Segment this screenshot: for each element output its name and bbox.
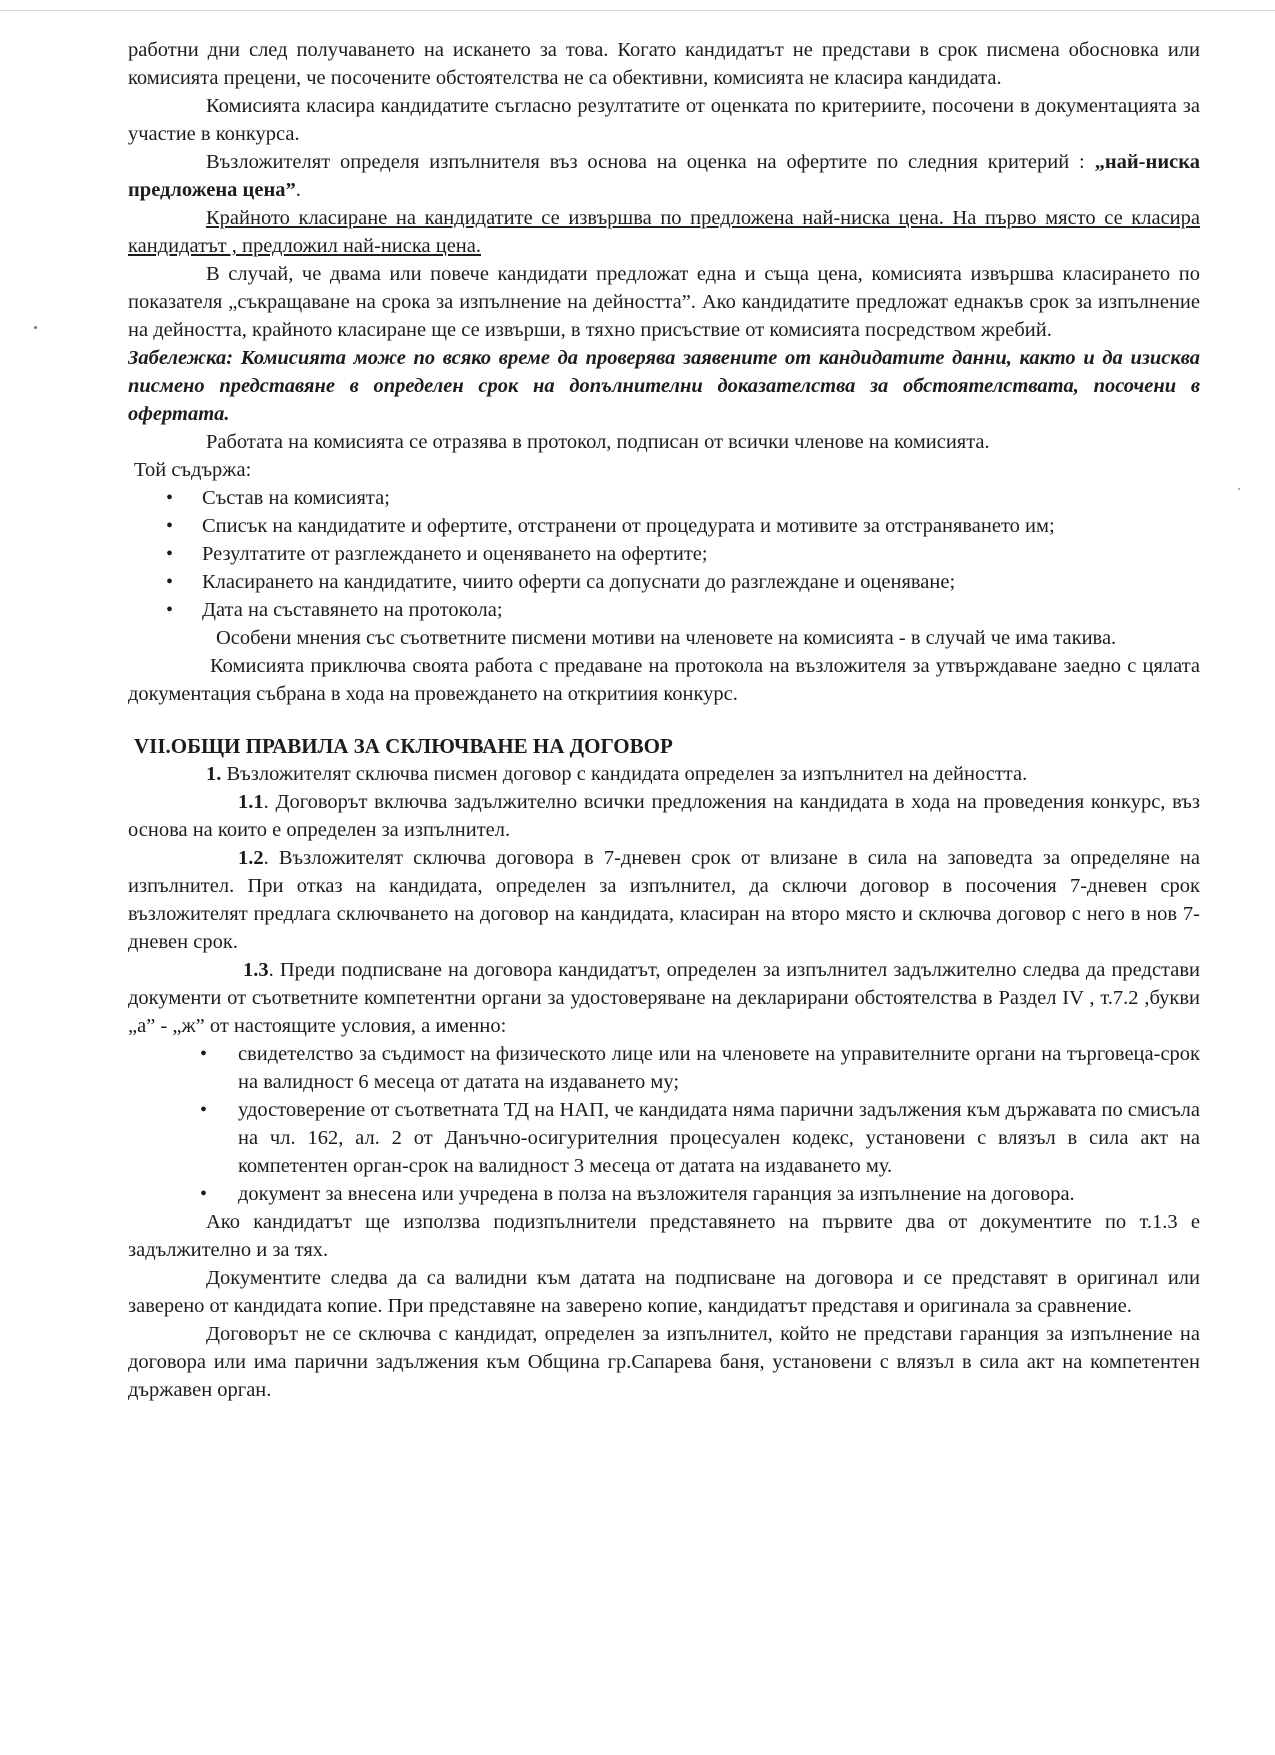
- clause-number: 1.3: [243, 959, 269, 981]
- paragraph-continuation: работни дни след получаването на искането за това. Когато кандидатът не представи в срок писмена обосновка или комисията прецени, че посочените обстоятелства не са обективни, комисията не класира кандидата.: [128, 39, 1200, 89]
- paragraph-subcontractors: Ако кандидатът ще използва подизпълнители представянето на първите два от документите по т.1.3 е задължително и за тях.: [128, 1211, 1200, 1261]
- list-item: • Списък на кандидатите и офертите, отстранени от процедурата и мотивите за отстраняването им;: [166, 512, 1200, 540]
- clause-text: Възложителят сключва писмен договор с кандидата определен за изпълнител на дейността.: [221, 763, 1028, 785]
- list-item: • свидетелство за съдимост на физическото лице или на членовете на управителните органи на търговеца-срок на валидност 6 месеца от датата на издаването му;: [200, 1040, 1200, 1096]
- list-item: • удостоверение от съответната ТД на НАП, че кандидата няма парични задължения към държавата по смисъла на чл. 162, ал. 2 от Данъчно-осигурителния процесуален кодекс, установени с влязъл в сила акт на компетентен орган-срок на валидност 3 месеца от датата на издаването му.: [200, 1096, 1200, 1180]
- section-heading: VII.ОБЩИ ПРАВИЛА ЗА СКЛЮЧВАНЕ НА ДОГОВОР: [134, 734, 673, 758]
- scan-speck: [34, 326, 37, 329]
- scan-edge-line: [0, 10, 1275, 11]
- required-documents-list: [128, 1040, 1200, 1208]
- paragraph-contains: Той съдържа:: [134, 459, 252, 481]
- clause-number: 1.1: [238, 791, 264, 813]
- clause-1-1: [128, 788, 1200, 844]
- list-item: • Състав на комисията;: [166, 484, 1200, 512]
- list-item: • Дата на съставянето на протокола;: [166, 596, 1200, 624]
- paragraph-protocol: Работата на комисията се отразява в протокол, подписан от всички членове на комисията.: [206, 431, 990, 453]
- paragraph-criterion: [128, 148, 1200, 204]
- clause-text: . Възложителят сключва договора в 7-дневен срок от влизане в сила на заповедта за определяне на изпълнител. При отказ на кандидата, определен за изпълнител, да сключи договор в посочения 7-дневен срок възложителят предлага сключването на договор на кандидата, класиран на второ място и сключва договор с него в нов 7-дневен срок.: [128, 847, 1200, 953]
- criterion-text: Възложителят определя изпълнителя въз основа на оценка на офертите по следния критерий :: [206, 151, 1095, 173]
- clause-1: [128, 760, 1200, 788]
- clause-number: 1.: [206, 763, 222, 785]
- paragraph-final-ranking: Крайното класиране на кандидатите се извършва по предложена най-ниска цена. На първо място се класира кандидатът , предложил най-ниска цена.: [128, 207, 1200, 257]
- paragraph-ranking: Комисията класира кандидатите съгласно резултатите от оценката по критериите, посочени в документацията за участие в конкурса.: [128, 95, 1200, 145]
- paragraph-refusal: Договорът не се сключва с кандидат, определен за изпълнител, който не представи гаранция за изпълнение на договора или има парични задължения към Община гр.Сапарева баня, установени с влязъл в сила акт на компетентен държавен орган.: [128, 1323, 1200, 1401]
- criterion-end: .: [295, 179, 301, 201]
- document-body: [128, 36, 1200, 1404]
- criterion-bold: „най-ниска предложена цена”: [128, 151, 1200, 201]
- clause-text: . Преди подписване на договора кандидатът, определен за изпълнител задължително следва да представи документи от съответните компетентни органи за удостоверяване на декларирани обстоятелства в Раздел IV , т.7.2 ,букви „а” - „ж” от настоящите условия, а именно:: [128, 959, 1200, 1037]
- clause-text: . Договорът включва задължително всички предложения на кандидата в хода на проведения конкурс, въз основа на които е определен за изпълнител.: [128, 791, 1200, 841]
- clause-number: 1.2: [238, 847, 264, 869]
- clause-1-3: [128, 956, 1200, 1040]
- list-item: • Резултатите от разглеждането и оценяването на офертите;: [166, 540, 1200, 568]
- note-paragraph: Забележка: Комисията може по всяко време да проверява заявените от кандидатите данни, както и да изисква писмено представяне в определен срок на допълнителни доказателства за обстоятелствата, посочени в офертата.: [128, 347, 1200, 425]
- scan-speck: [1238, 488, 1240, 490]
- clause-1-2: [128, 844, 1200, 956]
- paragraph-tie-break: В случай, че двама или повече кандидати предложат една и съща цена, комисията извършва класирането по показателя „съкращаване на срока за изпълнение на дейността”. Ако кандидатите предложат еднакъв срок за изпълнение на дейността, крайното класиране ще се извърши, в тяхно присъствие от комисията посредством жребий.: [128, 263, 1200, 341]
- paragraph-validity: Документите следва да са валидни към датата на подписване на договора и се представят в оригинал или заверено от кандидата копие. При представяне на заверено копие, кандидатът представя и оригинала за сравнение.: [128, 1267, 1200, 1317]
- paragraph-dissent: Особени мнения със съответните писмени мотиви на членовете на комисията - в случай че има такива.: [216, 627, 1117, 649]
- paragraph-completion: Комисията приключва своята работа с предаване на протокола на възложителя за утвърждаване заедно с цялата документация събрана в хода на провеждането на откритиия конкурс.: [128, 655, 1200, 705]
- protocol-contents-list: [128, 484, 1200, 624]
- list-item: • документ за внесена или учредена в полза на възложителя гаранция за изпълнение на договора.: [200, 1180, 1200, 1208]
- list-item: • Класирането на кандидатите, чиито оферти са допуснати до разглеждане и оценяване;: [166, 568, 1200, 596]
